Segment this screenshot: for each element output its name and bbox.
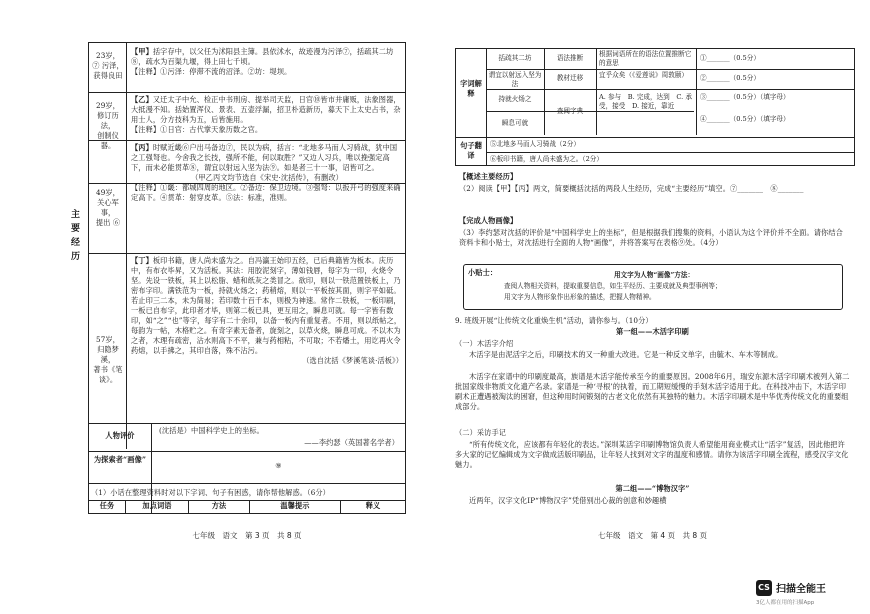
vocab-row-1-tip: 根据词语所在的语法位置推断它的意思 [599,50,692,67]
sentence-section-label: 句子翻译 [460,141,482,160]
para-3: “所有传统文化，应该都有年轻化的表达。”深圳某活字印刷博物馆负责人希望能用商业模式让“活字”复活，因此他把许多大家的记忆编辑成为文字做成活版印刷品，让年轻人找到对文字的温度和感情。请你为该活字印刷全流程，感受汉字文化魅力。 [455,440,849,469]
para-1: 木活字是由泥活字之后，印刷技术的又一种重大改进。它是一种反文单字，由毓木、车木等制成。 [469,350,783,359]
stage-1-note: 【注释】①污泽：停滞不流的沼泽。②坊：堤坝。 [131,67,292,76]
stage-1-label: 23岁， ⑦ 污泽， 获得良田 [92,51,124,80]
vocab-row-4-answer[interactable]: ④_______（0.5分）（填字母） [700,115,790,123]
sentence-1: ⑤北地多马而人习骑战（2分） [490,140,580,148]
task-header-meaning: 释义 [365,501,381,510]
question-9: 9. 班级开展“让传统文化重焕生机”活动，请你参与。（10分） [455,316,653,325]
stage-2-note: 【注释】①日官：古代掌天象历数之官。 [131,125,263,134]
scanner-brand: 扫描全能王 [776,584,826,595]
vocab-row-3-answer[interactable]: ③_______（0.5分）（填字母） [700,93,790,101]
stage-4-label: 57岁， 归隐梦溪， 著书《笔谈》。 [93,335,123,384]
vocab-row-1-phrase: 括疏其二坊 [498,54,532,62]
person-eval-label: 人物评价 [105,431,135,440]
vocab-row-3-tip: A. 参与 B. 完成，达到 C. 承受，接受 D. 接近，靠近 [599,93,692,110]
stage-3-note: 【注释】①畿：都城四周的地区。②备边：保卫边境。③强弩：以扳开弓的强度来确定高下。④贯革：射穿皮革。⑤法：标准，准则。 [131,183,401,202]
left-footer: 七年级 语文 第 3 页 共 8 页 [192,531,302,540]
stage-2-label: 29岁， 修订历法， 创制仪器。 [96,101,120,150]
vocab-table [455,48,855,166]
group-2-title: 第二组——“博物汉字” [615,484,690,493]
vocab-row-2-answer[interactable]: ②_______（0.5分） [700,74,760,82]
task-header-method: 方法 [189,501,250,513]
main-experience-label: 主要经历 [71,210,81,262]
task-header-tip: 温馨提示 [250,501,341,513]
scanner-logo-icon: CS [756,580,772,596]
profile-table [71,42,406,514]
sub-1: （一）木活字介绍 [455,339,514,348]
vocab-row-4-phrase: 瞬息可就 [501,119,529,127]
task-header-word: 加点词语 [126,501,189,513]
vocab-row-1-method: 语法推断 [556,54,584,62]
stage-3-label: 49岁， 关心军事， 提出 ⑥ [95,188,121,227]
tip-title: 小贴士： [468,268,498,277]
question-2: （2）阅读【甲】【丙】两文，简要概括沈括的两段人生经历，完成“主要经历”填空。⑦_______ ⑧_______ [459,184,804,193]
tip-box [463,264,843,310]
tip-line-1: 用文字为人物“画像”方法： [613,271,695,279]
stage-1-text: 【甲】括字存中，以父任为沭阳县主簿。县依沭水，故迹漫为污泽⑦，括疏其二坊⑧，疏水为百渠九堰，得上田七千顷。 【注释】①污泽：停滞不流的沼泽。②坊：堤坝。 [131,47,403,77]
portrait-title: 【完成人物画像】 [459,216,518,225]
vocab-row-3-phrase: 持就火炀之 [498,95,532,103]
group-1-title: 第一组——木活字印刷 [616,327,689,336]
stage-4-source: （选自沈括《梦溪笔谈·活板》） [302,356,403,365]
stage-3-source: （甲乙丙文均节选自《宋史·沈括传》，有删改） [191,173,343,182]
stage-4-text: 【丁】板印书籍，唐人尚未盛为之。自冯瀛王始印五经，已后典籍皆为板本。庆历中，有布衣毕昇，又为活板。其法：用胶泥刻字，薄如钱唇，每字为一印，火烧令坚。先设一铁板，其上以松脂、蜡和纸灰之类冒之。欲印，则以一铁范置铁板上，乃密布字印。满铁范为一板，持就火炀之；药稍熔，则以一平板按其面，则字平如砥。若止印三二本，未为简易；若印数十百千本，则极为神速。常作二铁板，一板印刷，一板已自布字，此印者才毕，则第二板已具，更互用之，瞬息可就。每一字皆有数印，如“之”“也”等字，每字有二十余印，以备一板内有重复者。不用，则以纸帖之，每韵为一帖，木格贮之。有奇字素无备者，旋刻之，以草火烧，瞬息可成。不以木为之者，木理有疏密，沾水则高下不平，兼与药相粘，不可取；不若燔土，用讫再火令药熔，以手拂之，其印自落，殊不沾污。 （选自沈括《梦溪笔谈·活板》） [131,256,403,365]
scanner-sub: 3亿人都在用的扫描App [756,600,815,606]
vocab-row-2-phrase: 谓宜以射远入坚为法 [488,71,542,88]
vocab-row-3-method: 查阅字典 [556,107,584,115]
sub-2: （二）采访手记 [455,428,507,437]
tip-line-3: 用文字为人物形象作出形象的描述，把握人物精神。 [504,293,656,301]
right-page [435,0,870,614]
summary-title: 【概述主要经历】 [459,172,518,181]
question-3: （3）李约瑟对沈括的评价是“中国科学史上的坐标”，但是根据我们搜集的资料，小语认为这个评价并不全面。请你结合资料卡和小贴士，对沈括进行全面的人物“画像”，并将答案写在表格⑨处。（4分） [459,228,843,247]
portrait-blank[interactable]: ⑨ [275,461,282,470]
vocab-row-2-tip: 宜乎众矣（《爱莲说》周敦颐） [599,71,689,79]
vocab-row-2-method: 教材迁移 [556,74,584,82]
para-4: 近两年，汉字文化IP“博物汉字”凭借别出心裁的创意和妙趣横 [469,496,667,505]
tip-line-2: 查阅人物相关资料，提取重要信息，如生平经历、主要成就及典型事例等； [504,282,722,290]
vocab-section-label: 字词解释 [460,79,482,98]
right-footer: 七年级 语文 第 4 页 共 8 页 [597,531,708,540]
task-header-task: 任务 [89,501,126,513]
task-table-header [88,500,406,514]
para-2: 木活字在家谱中的印刷度最高，族谱是木活字能传承至今的重要原因。2008年6月，瑞安东源木活字印刷术被列入第二批国家级非物质文化遗产名录。家谱是一种‘寻根’的执着，而工期短缓慢的手刻木活字适用于此。在科技冲击下，木活字印刷术正遭遇被淘汰的困窘，但这种用时间锻刻的古老文化依然有其独特的魅力。木活字印刷术是中华优秀传统文化的重要组成部分。 [455,372,850,411]
vocab-row-1-answer[interactable]: ①_______（0.5分） [700,54,760,62]
question-1: （1）小话在整理资料时对以下字词、句子有困惑，请你帮他解惑。（6分） [91,488,330,497]
person-eval-text: (沈括是）中国科学史上的坐标。 [159,426,264,435]
scanner-watermark [756,578,866,608]
stage-2-text: 【乙】又迁太子中允、检正中书刑房、提举司天监，日官⑩皆市井庸贩，法象图器，大抵漫不知。括始置浑仪、景表、五壶浮漏，招卫朴造新历，募天下上太史占书，杂用士人，分方技科为五，后皆施用。 【注释】①日官：古代掌天象历数之官。 [131,95,403,135]
person-eval-author: ——李约瑟（英国著名学者） [304,438,399,447]
sentence-2: ⑥板印书籍，唐人尚未盛为之。（2分） [490,155,603,163]
stage-3-text: 【丙】时赋近畿⑥户出马备边⑦，民以为病，括言：“北地多马而人习骑战，犹中国之工强弩也。今舍我之长技，强所不能，何以取胜？”又边人习兵，唯以挽强定高下，而未必能贯革⑧，谓宜以射远入坚为法⑨。如是者三十一事，诏皆可之。 （甲乙丙文均节选自《宋史·沈括传》，有删改） 【注释】①畿：都城四周的地区。②备边：保卫边境。③强弩：以扳开弓的强度来确定高下。④贯革：射穿皮革。⑤法：标准，准则。 [131,143,403,203]
portrait-label: 为探索者“画像” [93,455,147,464]
